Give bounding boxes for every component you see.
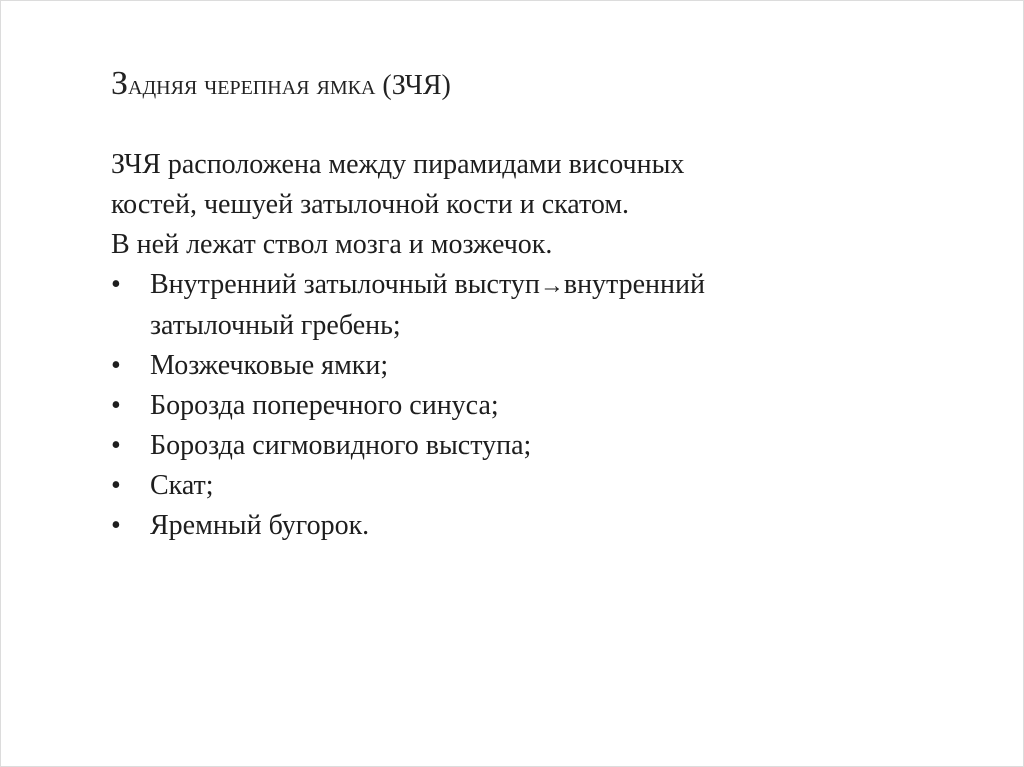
bullet-icon: • — [111, 510, 121, 541]
list-item-text: Борозда поперечного синуса; — [150, 390, 499, 421]
list-item-text: Мозжечковые ямки; — [150, 350, 389, 381]
intro-line: В ней лежат ствол мозга и мозжечок. — [111, 229, 553, 260]
bullet-icon: • — [111, 470, 121, 501]
bullet-icon: • — [111, 390, 121, 421]
title-initial: З — [111, 65, 129, 102]
bullet-icon: • — [111, 350, 121, 381]
arrow-right-icon: → — [539, 273, 564, 299]
title-text: адняя черепная ямка — [128, 70, 376, 101]
slide-title — [111, 65, 451, 103]
list-item — [111, 506, 871, 546]
list-item-text: внутренний — [563, 269, 705, 300]
list-item — [111, 265, 871, 346]
title-abbreviation: (ЗЧЯ) — [382, 70, 451, 101]
bullet-list — [111, 265, 871, 546]
slide-body — [111, 145, 871, 546]
list-item-text: Скат; — [150, 470, 214, 501]
list-item-text: Яремный бугорок. — [150, 510, 370, 541]
bullet-icon: • — [111, 430, 121, 461]
list-item — [111, 426, 871, 466]
list-item-text: Борозда сигмовидного выступа; — [150, 430, 532, 461]
list-item — [111, 466, 871, 506]
list-item — [111, 346, 871, 386]
bullet-icon: • — [111, 269, 121, 300]
intro-line: костей, чешуей затылочной кости и скатом. — [111, 189, 630, 220]
intro-line: ЗЧЯ расположена между пирамидами височных — [111, 149, 685, 180]
list-item-text: затылочный гребень; — [150, 310, 401, 341]
list-item-text: Внутренний затылочный выступ — [150, 269, 540, 300]
list-item — [111, 386, 871, 426]
